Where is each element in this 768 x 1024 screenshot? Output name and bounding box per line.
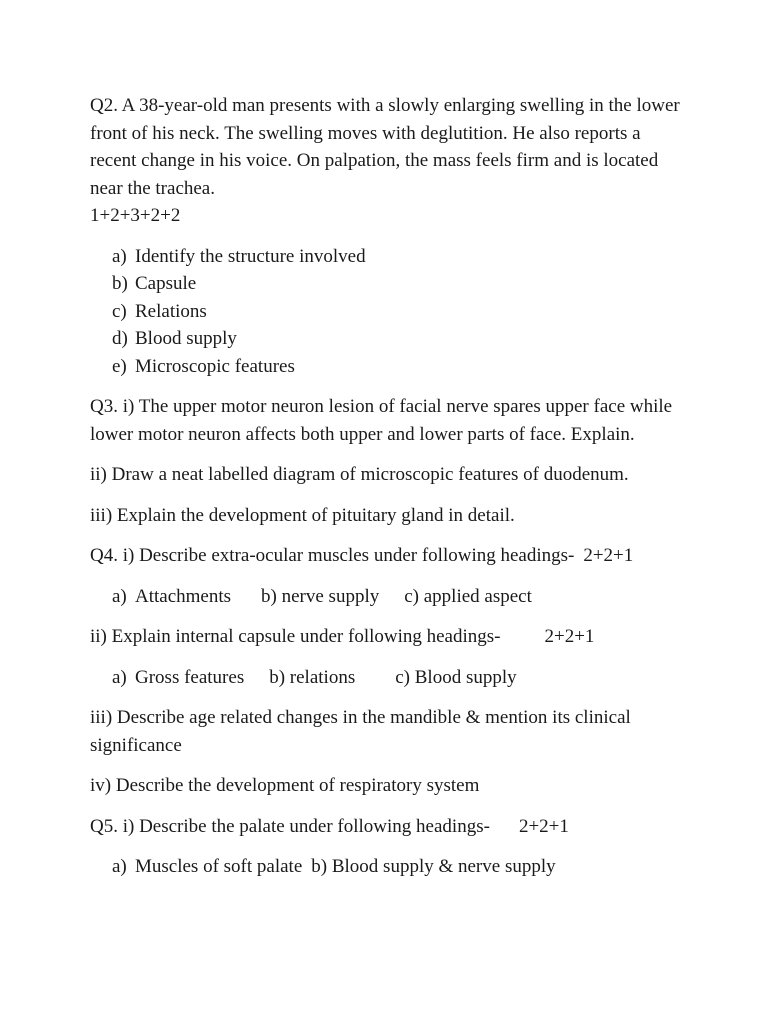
q4-part-ii — [90, 623, 690, 651]
list-item — [90, 353, 690, 381]
item-letter: b) — [261, 585, 277, 607]
list-item — [90, 243, 690, 271]
item-text: Blood supply — [135, 328, 237, 349]
item-text: relations — [289, 666, 356, 688]
q3-part-i: Q3. i) The upper motor neuron lesion of facial nerve spares upper face while lower motor neuron affects both upper and lower parts of face. Explain. — [90, 396, 673, 445]
item-letter: c) — [395, 666, 410, 688]
q4-part-i-marks: 2+2+1 — [583, 545, 634, 566]
item-text: Attachments — [135, 585, 232, 607]
item-text: Gross features — [135, 666, 245, 688]
q4-part-i — [90, 542, 690, 570]
q4-part-ii-text: ii) Explain internal capsule under following headings- — [90, 626, 501, 647]
item-letter: a) — [112, 245, 127, 267]
q5-part-i-text: Q5. i) Describe the palate under following headings- — [90, 815, 490, 837]
item-letter: e) — [112, 355, 127, 377]
list-item — [90, 325, 690, 353]
q2-question-text: Q2. A 38-year-old man presents with a slowly enlarging swelling in the lower front of his neck. The swelling moves with deglutition. He also reports a recent change in his voice. On palpation, the mass feels firm and is located near the trachea. — [90, 95, 680, 199]
q5-part-i — [90, 813, 690, 841]
q2-marks: 1+2+3+2+2 — [90, 205, 181, 226]
item-text: Blood supply — [414, 666, 517, 688]
q3-part-ii: ii) Draw a neat labelled diagram of microscopic features of duodenum. — [90, 464, 629, 485]
item-text: Identify the structure involved — [135, 245, 366, 267]
item-letter: a) — [112, 585, 127, 607]
q4-part-ii-headings — [90, 664, 690, 692]
q4-part-i-text: Q4. i) Describe extra-ocular muscles under following headings- — [90, 545, 575, 566]
exam-page — [90, 92, 690, 894]
item-letter: a) — [112, 856, 127, 877]
item-text: Microscopic features — [135, 355, 295, 377]
q4-part-iii: iii) Describe age related changes in the mandible & mention its clinical significance — [90, 707, 631, 756]
item-text: Relations — [135, 300, 207, 322]
item-letter: c) — [404, 585, 419, 607]
item-letter: d) — [112, 328, 128, 349]
item-letter: b) — [311, 856, 328, 877]
item-letter: b) — [269, 666, 286, 688]
item-text: Capsule — [135, 273, 197, 294]
q4-part-ii-marks: 2+2+1 — [544, 626, 595, 647]
q4-part-i-headings — [90, 583, 690, 611]
q3-part-iii: iii) Explain the development of pituitary gland in detail. — [90, 504, 515, 526]
item-letter: b) — [112, 273, 128, 294]
q4-part-iv: iv) Describe the development of respiratory system — [90, 775, 480, 796]
q2-subquestions — [90, 243, 690, 381]
item-letter: a) — [112, 666, 127, 688]
item-text: Blood supply & nerve supply — [331, 856, 556, 877]
item-text: applied aspect — [423, 585, 532, 607]
item-letter: c) — [112, 300, 127, 322]
q5-part-i-headings — [90, 853, 690, 881]
list-item — [90, 298, 690, 326]
item-text: nerve supply — [281, 585, 380, 607]
q5-part-i-marks: 2+2+1 — [518, 815, 569, 837]
item-text: Muscles of soft palate — [135, 856, 303, 877]
list-item — [90, 270, 690, 298]
